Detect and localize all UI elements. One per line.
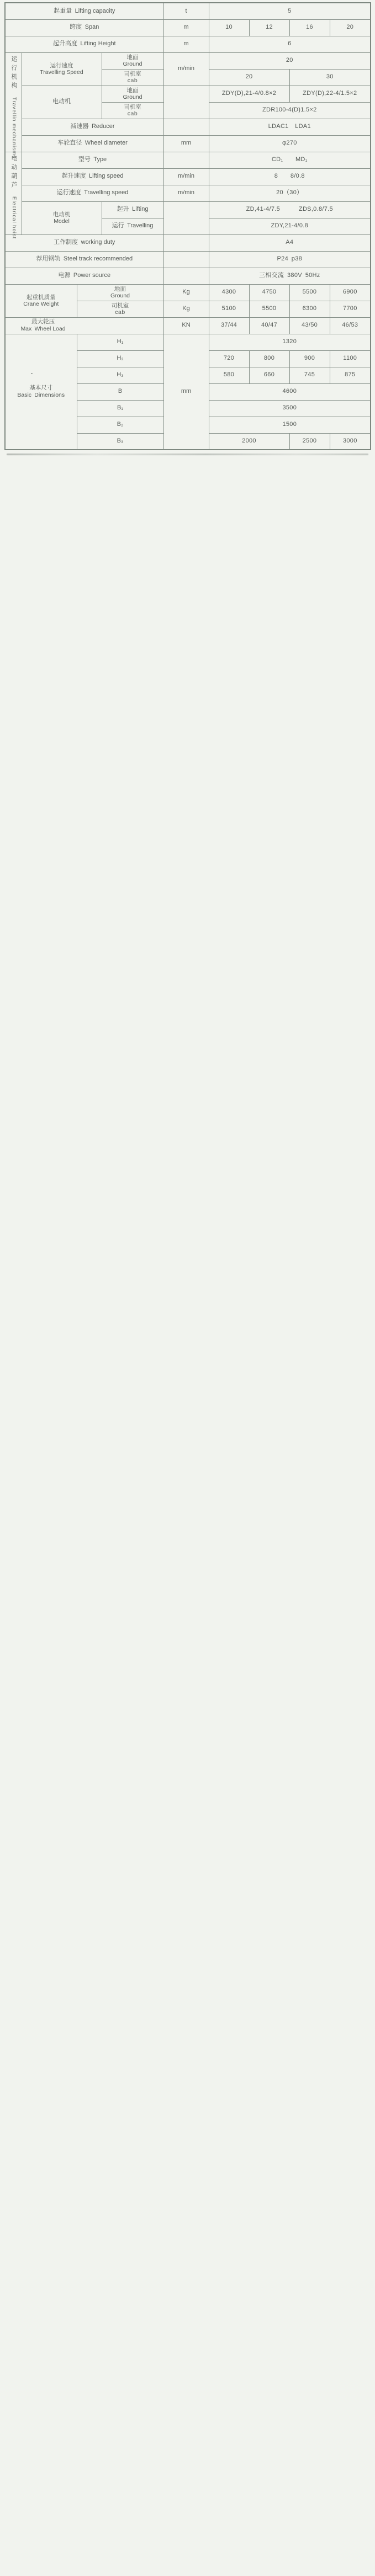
max-wheel-load-value: 40/47: [249, 317, 289, 334]
row-steel-track: [5, 251, 371, 268]
dim-b1-name: B₁: [77, 400, 163, 417]
max-wheel-load-unit: KN: [163, 317, 209, 334]
section-en: Electrical hoist: [10, 196, 17, 239]
hoist-motor-travelling-label: 运行 Travelling: [102, 218, 163, 234]
travel-motor-unit-empty: [163, 86, 209, 119]
hoist-motor-lifting-label: 起升 Lifting: [102, 201, 163, 218]
travel-speed-ground-value: 20: [209, 52, 371, 69]
dim-b-value: 4600: [209, 383, 371, 400]
ground-en: Ground: [123, 94, 142, 100]
hoist-motor-lifting-value: ZD,41-4/7.5 ZDS,0.8/7.5: [209, 201, 371, 218]
row-dim-h1: [5, 334, 371, 350]
power-source-value: 三相交流 380V 50Hz: [209, 268, 371, 284]
section-en: Travellin mechanisms: [10, 97, 17, 159]
travel-motor-cab-value: ZDR100-4(D)1.5×2: [209, 102, 371, 119]
hoist-motor-label-zh: 电动机: [52, 211, 71, 218]
hoist-type-value: CD₁ MD₁: [209, 152, 371, 168]
cab-en: cab: [127, 77, 138, 84]
row-hoist-motor-lifting: [5, 201, 371, 218]
crane-weight-label-en: Crane Weight: [23, 301, 59, 307]
power-source-unit-empty: [163, 268, 209, 284]
crane-weight-cab-value: 5100: [209, 301, 249, 317]
reducer-unit-empty: [163, 119, 209, 135]
row-reducer: [5, 119, 371, 135]
steel-track-value: P24 p38: [209, 251, 371, 268]
cab-zh: 司机室: [124, 103, 141, 110]
section-travel-mechanism-text: [10, 56, 17, 159]
crane-weight-cab-value: 6300: [289, 301, 330, 317]
dim-b3-value: 3000: [330, 433, 371, 450]
travel-speed-cab-value: 30: [289, 69, 371, 86]
crane-weight-cab-label: [77, 301, 163, 317]
travel-motor-cab-label: [102, 102, 163, 119]
reducer-value: LDAC1 LDA1: [209, 119, 371, 135]
dim-h3-value: 580: [209, 367, 249, 383]
travel-speed-unit: m/min: [163, 52, 209, 86]
hoist-type-unit-empty: [163, 152, 209, 168]
crane-weight-cab-value: 7700: [330, 301, 371, 317]
hoist-motor-unit-empty: [163, 201, 209, 234]
max-wheel-load-zh: 最大轮压: [31, 318, 55, 326]
span-value: 12: [249, 19, 289, 36]
crane-weight-label-zh: 起重机质量: [27, 294, 56, 301]
scanned-spec-sheet: [0, 0, 375, 456]
max-wheel-load-value: 46/53: [330, 317, 371, 334]
travel-motor-ground-value: ZDY(D),21-4/0.8×2: [209, 86, 289, 102]
travel-speed-label-zh: 运行速度: [50, 62, 73, 69]
dim-h2-name: H₂: [77, 350, 163, 367]
hoist-lifting-speed-value: 8 8/0.8: [209, 168, 371, 185]
dim-b3-value: 2000: [209, 433, 289, 450]
lifting-height-unit: m: [163, 36, 209, 52]
section-electrical-hoist-text: [10, 154, 17, 239]
section-zh: 电动葫芦: [10, 154, 17, 190]
travel-motor-ground-value: ZDY(D),22-4/1.5×2: [289, 86, 371, 102]
row-travel-speed-ground: [5, 52, 371, 69]
hoist-travelling-speed-label: 运行速度 Travelling speed: [22, 185, 163, 201]
row-crane-weight-ground: [5, 284, 371, 301]
power-source-label: 电源 Power source: [5, 268, 163, 284]
dim-b2-value: 1500: [209, 417, 371, 433]
crane-weight-cab-value: 5500: [249, 301, 289, 317]
ground-zh: 地面: [126, 87, 139, 94]
crane-weight-label: [5, 284, 77, 317]
hoist-lifting-speed-label: 起升速度 Lifting speed: [22, 168, 163, 185]
crane-weight-ground-unit: Kg: [163, 284, 209, 301]
row-span: [5, 19, 371, 36]
dim-b2-name: B₂: [77, 417, 163, 433]
cab-en: cab: [127, 110, 138, 117]
cab-en: cab: [115, 309, 125, 316]
dim-b3-value: 2500: [289, 433, 330, 450]
dim-h3-value: 660: [249, 367, 289, 383]
scan-smudge-artifact: [7, 454, 368, 455]
dim-b1-value: 3500: [209, 400, 371, 417]
span-value: 10: [209, 19, 249, 36]
steel-track-label: 荐用钢轨 Steel track recommended: [5, 251, 163, 268]
dim-b3-name: B₃: [77, 433, 163, 450]
section-electrical-hoist: [5, 152, 22, 239]
dim-h2-value: 800: [249, 350, 289, 367]
cab-zh: 司机室: [124, 70, 141, 77]
max-wheel-load-value: 37/44: [209, 317, 249, 334]
dim-h3-value: 875: [330, 367, 371, 383]
hoist-travelling-speed-unit: m/min: [163, 185, 209, 201]
row-hoist-lifting-speed: [5, 168, 371, 185]
hoist-motor-label: [22, 201, 102, 234]
span-value: 16: [289, 19, 330, 36]
crane-weight-ground-value: 5500: [289, 284, 330, 301]
span-value: 20: [330, 19, 371, 36]
lifting-capacity-label: 起重量 Lifting capacity: [5, 3, 163, 19]
crane-weight-ground-value: 4750: [249, 284, 289, 301]
reducer-label: 减速器 Reducer: [22, 119, 163, 135]
hoist-motor-label-en: Model: [54, 218, 70, 225]
basic-dimensions-zh: 基本尺寸: [29, 385, 53, 392]
travel-speed-label: [22, 52, 102, 86]
travel-speed-label-en: Travelling Speed: [40, 69, 83, 76]
ground-zh: 地面: [126, 54, 139, 61]
dim-h2-value: 1100: [330, 350, 371, 367]
row-working-duty: [5, 234, 371, 251]
row-travel-motor-ground: [5, 86, 371, 102]
dim-h3-name: H₃: [77, 367, 163, 383]
basic-dimensions-unit: mm: [163, 334, 209, 450]
hoist-travelling-speed-value: 20（30）: [209, 185, 371, 201]
dim-b-name: B: [77, 383, 163, 400]
lifting-height-value: 6: [209, 36, 371, 52]
row-max-wheel-load: [5, 317, 371, 334]
ground-zh: 地面: [114, 285, 126, 292]
crane-weight-ground-value: 6900: [330, 284, 371, 301]
section-travel-mechanism: [5, 52, 22, 159]
row-lifting-height: [5, 36, 371, 52]
row-hoist-type: [5, 152, 371, 168]
working-duty-value: A4: [209, 234, 371, 251]
crane-weight-cab-unit: Kg: [163, 301, 209, 317]
ground-en: Ground: [123, 61, 142, 67]
span-unit: m: [163, 19, 209, 36]
row-wheel-diameter: [5, 135, 371, 152]
dim-h1-name: H₁: [77, 334, 163, 350]
travel-speed-ground-label: [102, 52, 163, 69]
row-power-source: [5, 268, 371, 284]
ground-en: Ground: [110, 292, 130, 299]
basic-dimensions-en: Basic Dimensions: [17, 391, 65, 398]
wheel-diameter-label: 车轮直径 Wheel diameter: [22, 135, 163, 152]
basic-dimensions-label: [5, 334, 77, 450]
row-hoist-travelling-speed: [5, 185, 371, 201]
max-wheel-load-label-box: [7, 318, 80, 332]
spec-table: [4, 2, 371, 450]
lifting-height-label: 起升高度 Lifting Height: [5, 36, 163, 52]
travel-motor-label: 电动机: [22, 86, 102, 119]
wheel-diameter-unit: mm: [163, 135, 209, 152]
lifting-capacity-unit: t: [163, 3, 209, 19]
hoist-type-label: 型号 Type: [22, 152, 163, 168]
travel-motor-ground-label: [102, 86, 163, 102]
span-label: 跨度 Span: [5, 19, 163, 36]
dim-h3-value: 745: [289, 367, 330, 383]
dim-h2-value: 900: [289, 350, 330, 367]
hoist-motor-travelling-value: ZDY,21-4/0.8: [209, 218, 371, 234]
hoist-lifting-speed-unit: m/min: [163, 168, 209, 185]
wheel-diameter-value: φ270: [209, 135, 371, 152]
crane-weight-ground-value: 4300: [209, 284, 249, 301]
dim-h1-value: 1320: [209, 334, 371, 350]
cab-zh: 司机室: [111, 302, 129, 309]
max-wheel-load-label: [5, 317, 163, 334]
travel-speed-cab-label: [102, 69, 163, 86]
steel-track-unit-empty: [163, 251, 209, 268]
row-lifting-capacity: [5, 3, 371, 19]
max-wheel-load-value: 43/50: [289, 317, 330, 334]
travel-speed-cab-value: 20: [209, 69, 289, 86]
working-duty-label: 工作制度 working duty: [5, 234, 163, 251]
scan-dot-artifact: [31, 373, 33, 374]
crane-weight-ground-label: [77, 284, 163, 301]
working-duty-unit-empty: [163, 234, 209, 251]
lifting-capacity-value: 5: [209, 3, 371, 19]
section-zh: 运行机构: [10, 56, 17, 92]
max-wheel-load-en: Max Wheel Load: [20, 326, 66, 332]
dim-h2-value: 720: [209, 350, 249, 367]
